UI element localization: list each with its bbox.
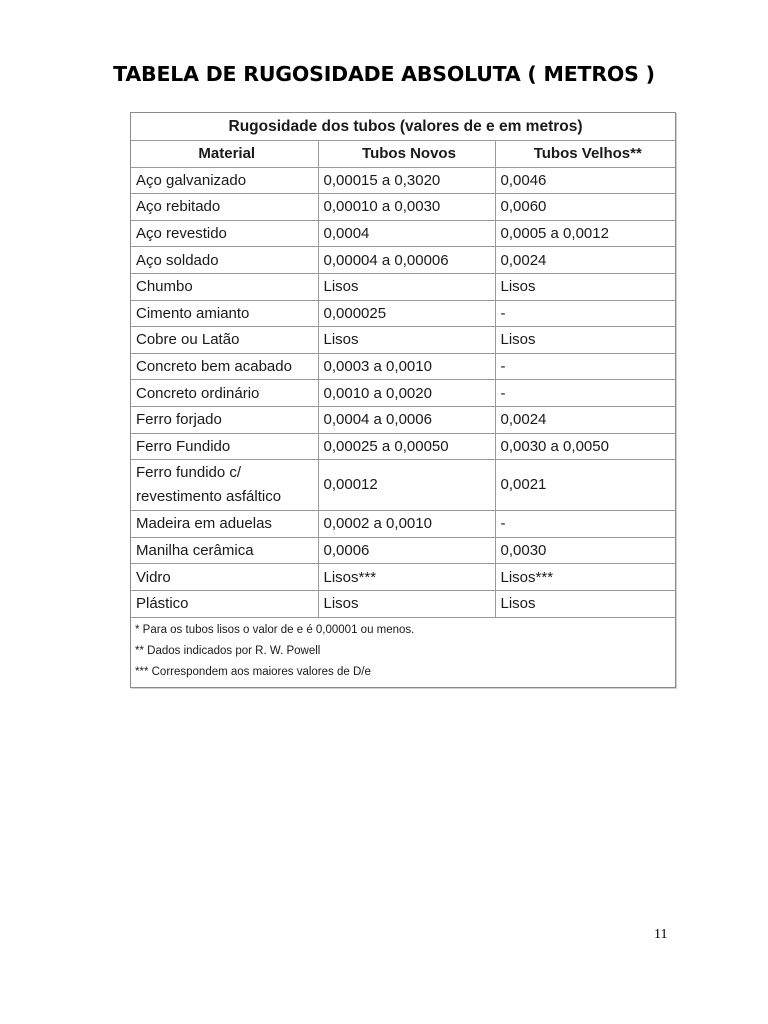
- table-row: [131, 406, 675, 433]
- cell-tubos-novos: Lisos: [318, 590, 495, 617]
- table-row: [131, 590, 675, 617]
- cell-tubos-novos: 0,000025: [318, 300, 495, 327]
- cell-tubos-novos: 0,0004 a 0,0006: [318, 406, 495, 433]
- cell-tubos-velhos: 0,0024: [495, 406, 675, 433]
- table-row: [131, 194, 675, 221]
- cell-material: Ferro fundido c/ revestimento asfáltico: [131, 460, 318, 511]
- cell-tubos-novos: 0,0003 a 0,0010: [318, 353, 495, 380]
- cell-material: Cobre ou Latão: [131, 327, 318, 354]
- cell-tubos-velhos: -: [495, 353, 675, 380]
- cell-material: Vidro: [131, 564, 318, 591]
- cell-tubos-novos: Lisos: [318, 327, 495, 354]
- cell-tubos-velhos: 0,0021: [495, 460, 675, 511]
- table-row: [131, 564, 675, 591]
- cell-tubos-novos: 0,0002 a 0,0010: [318, 511, 495, 538]
- table-row: [131, 433, 675, 460]
- cell-material: Chumbo: [131, 273, 318, 300]
- cell-material: Aço galvanizado: [131, 167, 318, 194]
- cell-tubos-novos: 0,00012: [318, 460, 495, 511]
- cell-material: Plástico: [131, 590, 318, 617]
- table-row: [131, 380, 675, 407]
- table-row: [131, 220, 675, 247]
- cell-tubos-novos: 0,0004: [318, 220, 495, 247]
- header-tubos-velhos: Tubos Velhos**: [495, 141, 675, 168]
- page-number: 11: [654, 927, 668, 942]
- table-caption: Rugosidade dos tubos (valores de e em metros): [131, 113, 675, 141]
- notes-row: [131, 617, 675, 687]
- cell-tubos-velhos: 0,0060: [495, 194, 675, 221]
- cell-material: Aço revestido: [131, 220, 318, 247]
- page-title: TABELA DE RUGOSIDADE ABSOLUTA ( METROS ): [113, 62, 655, 86]
- header-material: Material: [131, 141, 318, 168]
- table-header-row: [131, 141, 675, 168]
- cell-tubos-novos: Lisos***: [318, 564, 495, 591]
- footnote: * Para os tubos lisos o valor de e é 0,00001 ou menos.: [135, 623, 415, 636]
- cell-tubos-novos: 0,0006: [318, 537, 495, 564]
- cell-tubos-velhos: 0,0030: [495, 537, 675, 564]
- cell-material: Madeira em aduelas: [131, 511, 318, 538]
- cell-tubos-novos: 0,00015 a 0,3020: [318, 167, 495, 194]
- cell-tubos-velhos: Lisos***: [495, 564, 675, 591]
- table-row: [131, 167, 675, 194]
- cell-material: Aço rebitado: [131, 194, 318, 221]
- cell-tubos-novos: 0,00010 a 0,0030: [318, 194, 495, 221]
- table-row: [131, 273, 675, 300]
- cell-material: Ferro forjado: [131, 406, 318, 433]
- roughness-table: [131, 113, 675, 687]
- header-tubos-novos: Tubos Novos: [318, 141, 495, 168]
- cell-tubos-velhos: Lisos: [495, 327, 675, 354]
- cell-material: Ferro Fundido: [131, 433, 318, 460]
- footnote: ** Dados indicados por R. W. Powell: [135, 644, 321, 657]
- cell-tubos-velhos: 0,0005 a 0,0012: [495, 220, 675, 247]
- cell-tubos-velhos: -: [495, 380, 675, 407]
- table-row: [131, 460, 675, 511]
- cell-tubos-velhos: Lisos: [495, 590, 675, 617]
- table-row: [131, 537, 675, 564]
- cell-tubos-velhos: 0,0030 a 0,0050: [495, 433, 675, 460]
- footnote: *** Correspondem aos maiores valores de D/e: [135, 665, 371, 678]
- cell-tubos-velhos: 0,0024: [495, 247, 675, 274]
- roughness-table-container: [130, 112, 676, 688]
- cell-tubos-novos: Lisos: [318, 273, 495, 300]
- cell-tubos-novos: 0,00025 a 0,00050: [318, 433, 495, 460]
- cell-tubos-velhos: Lisos: [495, 273, 675, 300]
- cell-tubos-novos: 0,00004 a 0,00006: [318, 247, 495, 274]
- table-row: [131, 511, 675, 538]
- table-row: [131, 327, 675, 354]
- cell-material: Concreto ordinário: [131, 380, 318, 407]
- cell-tubos-velhos: -: [495, 511, 675, 538]
- cell-material: Concreto bem acabado: [131, 353, 318, 380]
- cell-tubos-velhos: 0,0046: [495, 167, 675, 194]
- cell-material: Cimento amianto: [131, 300, 318, 327]
- table-row: [131, 353, 675, 380]
- cell-tubos-novos: 0,0010 a 0,0020: [318, 380, 495, 407]
- cell-tubos-velhos: -: [495, 300, 675, 327]
- cell-material: Aço soldado: [131, 247, 318, 274]
- table-row: [131, 300, 675, 327]
- table-row: [131, 247, 675, 274]
- cell-material: Manilha cerâmica: [131, 537, 318, 564]
- footnotes: [131, 617, 675, 687]
- table-caption-row: [131, 113, 675, 141]
